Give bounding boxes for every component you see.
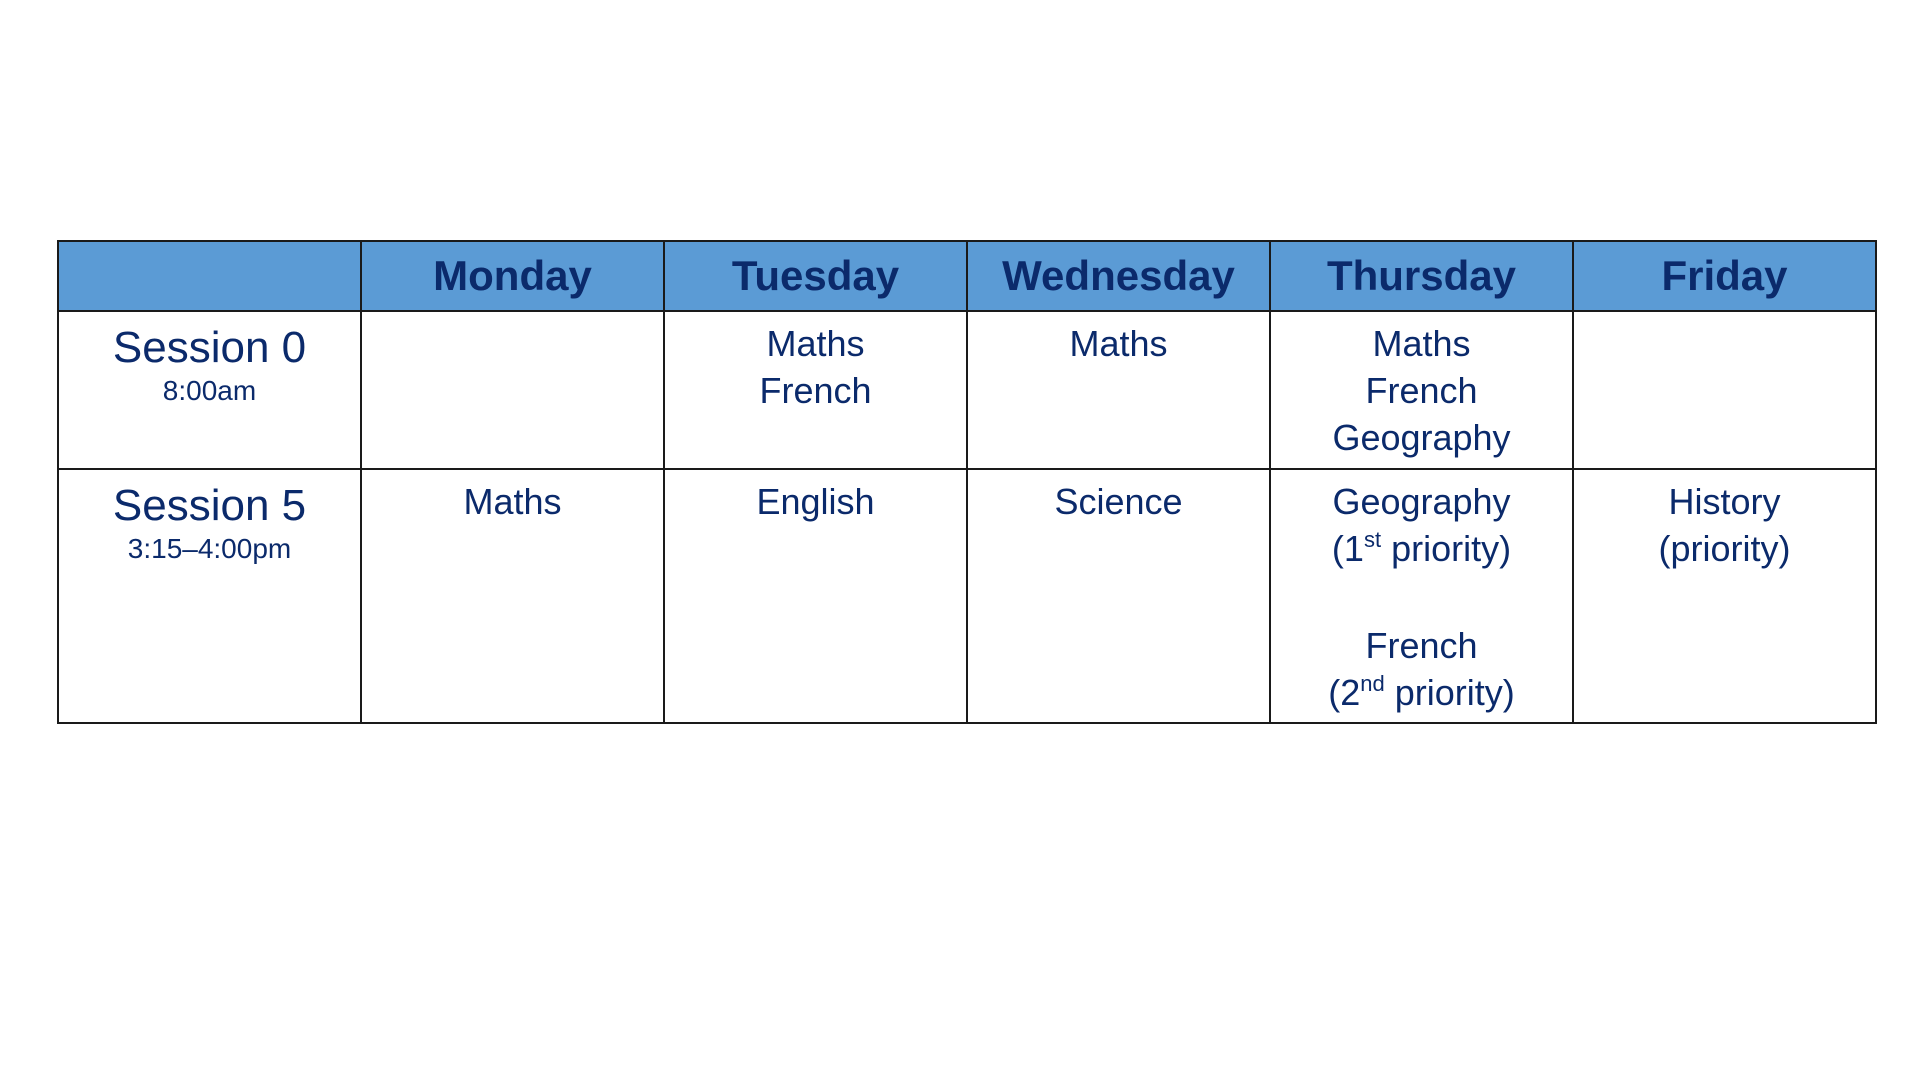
session-0-wednesday-subject: Maths bbox=[1069, 323, 1168, 364]
session-5-thursday-first-subject: Geography bbox=[1332, 481, 1511, 522]
session-5-friday-subject: History bbox=[1668, 481, 1781, 522]
session-0-row bbox=[58, 311, 1876, 469]
session-5-wednesday-subject: Science bbox=[1054, 481, 1183, 522]
header-wednesday: Wednesday bbox=[967, 241, 1270, 311]
priority-text: priority) bbox=[1384, 672, 1515, 713]
session-0-thursday-cell bbox=[1270, 311, 1573, 469]
session-5-friday-priority: (priority) bbox=[1658, 528, 1791, 569]
session-0-thursday-subject: French bbox=[1365, 370, 1478, 411]
session-5-tuesday-cell bbox=[664, 469, 967, 723]
ordinal-suffix: nd bbox=[1360, 671, 1385, 696]
session-5-friday-cell bbox=[1573, 469, 1876, 723]
session-5-label-cell bbox=[58, 469, 361, 723]
session-0-thursday-subject: Maths bbox=[1372, 323, 1471, 364]
ordinal-suffix: st bbox=[1363, 527, 1382, 552]
session-5-monday-subject: Maths bbox=[463, 481, 562, 522]
header-friday: Friday bbox=[1573, 241, 1876, 311]
session-5-wednesday-cell bbox=[967, 469, 1270, 723]
session-0-tuesday-subject: French bbox=[759, 370, 872, 411]
session-5-monday-cell bbox=[361, 469, 664, 723]
timetable bbox=[57, 240, 1877, 724]
header-corner bbox=[58, 241, 361, 311]
session-5-tuesday-subject: English bbox=[756, 481, 875, 522]
session-5-row bbox=[58, 469, 1876, 723]
session-5-thursday-first-priority bbox=[1271, 525, 1572, 572]
session-0-wednesday-cell bbox=[967, 311, 1270, 469]
session-0-name: Session 0 bbox=[112, 323, 307, 372]
header-tuesday: Tuesday bbox=[664, 241, 967, 311]
session-5-thursday-cell bbox=[1270, 469, 1573, 723]
session-5-time: 3:15–4:00pm bbox=[127, 533, 292, 564]
session-0-time: 8:00am bbox=[162, 375, 257, 406]
session-0-tuesday-subject: Maths bbox=[766, 323, 865, 364]
header-monday: Monday bbox=[361, 241, 664, 311]
session-0-tuesday-cell bbox=[664, 311, 967, 469]
header-row bbox=[58, 241, 1876, 311]
session-0-monday-cell bbox=[361, 311, 664, 469]
priority-text: (1 bbox=[1331, 528, 1364, 569]
header-thursday: Thursday bbox=[1270, 241, 1573, 311]
session-5-thursday-second-subject: French bbox=[1365, 625, 1478, 666]
session-5-thursday-second-priority bbox=[1271, 669, 1572, 716]
priority-text: priority) bbox=[1381, 528, 1512, 569]
priority-text: (2 bbox=[1328, 672, 1361, 713]
session-0-friday-cell bbox=[1573, 311, 1876, 469]
cell-spacer bbox=[1271, 572, 1572, 622]
session-0-thursday-subject: Geography bbox=[1332, 417, 1511, 458]
session-0-label-cell bbox=[58, 311, 361, 469]
session-5-name: Session 5 bbox=[112, 481, 307, 530]
